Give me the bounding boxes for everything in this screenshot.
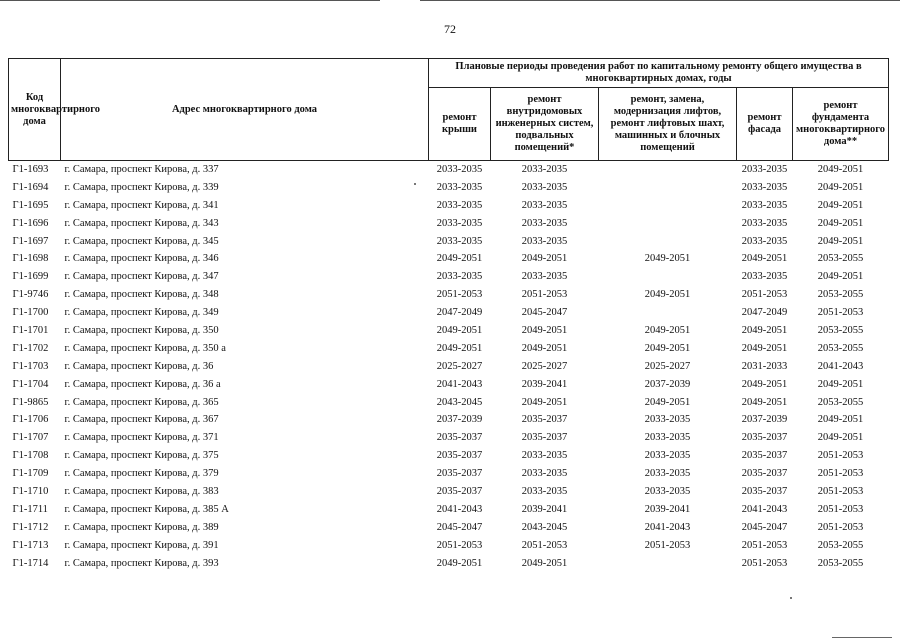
cell-address: г. Самара, проспект Кирова, д. 337	[64, 163, 219, 175]
cell-lifts: 2033-2035	[644, 450, 691, 462]
bottom-rule	[832, 637, 892, 638]
cell-roof: 2049-2051	[436, 342, 483, 354]
cell-foundation: 2053-2055	[817, 396, 864, 408]
cell-address: г. Самара, проспект Кирова, д. 341	[64, 199, 219, 211]
cell-facade: 2037-2039	[741, 414, 788, 426]
table-row	[9, 179, 889, 197]
cell-roof: 2049-2051	[436, 253, 483, 265]
cell-roof: 2049-2051	[436, 557, 483, 569]
cell-systems: 2033-2035	[521, 450, 568, 462]
cell-roof: 2035-2037	[436, 450, 483, 462]
cell-lifts: 2049-2051	[644, 253, 691, 265]
scan-speck	[414, 183, 416, 185]
cell-foundation: 2051-2053	[817, 503, 864, 515]
cell-lifts	[599, 161, 737, 179]
cell-lifts: 2049-2051	[644, 342, 691, 354]
cell-facade: 2033-2035	[741, 217, 788, 229]
cell-roof: 2043-2045	[436, 396, 483, 408]
cell-code: Г1-1694	[12, 181, 49, 193]
cell-code: Г1-1698	[12, 253, 49, 265]
cell-code: Г1-1703	[12, 360, 49, 372]
cell-foundation: 2049-2051	[817, 432, 864, 444]
table-row	[9, 555, 889, 573]
cell-foundation: 2041-2043	[817, 360, 864, 372]
cell-roof: 2033-2035	[436, 199, 483, 211]
header-roof: ремонт крыши	[429, 88, 491, 161]
header-facade: ремонт фасада	[737, 88, 793, 161]
cell-systems: 2049-2051	[521, 342, 568, 354]
cell-foundation: 2051-2053	[817, 307, 864, 319]
cell-code: Г1-1714	[12, 557, 49, 569]
table-row	[9, 483, 889, 501]
cell-lifts: 2037-2039	[644, 378, 691, 390]
cell-address: г. Самара, проспект Кирова, д. 343	[64, 217, 219, 229]
cell-systems: 2033-2035	[521, 217, 568, 229]
cell-address: г. Самара, проспект Кирова, д. 375	[64, 450, 219, 462]
cell-systems: 2049-2051	[521, 253, 568, 265]
cell-facade: 2033-2035	[741, 163, 788, 175]
cell-foundation: 2049-2051	[817, 271, 864, 283]
cell-code: Г1-1708	[12, 450, 49, 462]
table-row	[9, 537, 889, 555]
cell-systems: 2033-2035	[521, 485, 568, 497]
cell-address: г. Самара, проспект Кирова, д. 349	[64, 307, 219, 319]
cell-systems: 2033-2035	[521, 235, 568, 247]
cell-code: Г1-1709	[12, 468, 49, 480]
cell-systems: 2035-2037	[521, 432, 568, 444]
cell-code: Г1-1713	[12, 539, 49, 551]
cell-address: г. Самара, проспект Кирова, д. 350	[64, 324, 219, 336]
cell-foundation: 2051-2053	[817, 450, 864, 462]
cell-systems: 2033-2035	[521, 199, 568, 211]
table-row	[9, 304, 889, 322]
table-row	[9, 268, 889, 286]
cell-code: Г1-1693	[12, 163, 49, 175]
cell-lifts	[599, 215, 737, 233]
page-number: 72	[444, 22, 456, 36]
table-row	[9, 340, 889, 358]
top-rule-left	[0, 0, 380, 1]
cell-systems: 2035-2037	[521, 414, 568, 426]
cell-code: Г1-1704	[12, 378, 49, 390]
cell-lifts: 2049-2051	[644, 289, 691, 301]
cell-systems: 2025-2027	[521, 360, 568, 372]
table-row	[9, 250, 889, 268]
cell-roof: 2047-2049	[436, 307, 483, 319]
cell-facade: 2035-2037	[741, 432, 788, 444]
cell-roof: 2033-2035	[436, 163, 483, 175]
cell-systems: 2049-2051	[521, 557, 568, 569]
cell-facade: 2045-2047	[741, 521, 788, 533]
cell-code: Г1-1702	[12, 342, 49, 354]
cell-roof: 2035-2037	[436, 485, 483, 497]
cell-foundation: 2049-2051	[817, 181, 864, 193]
cell-address: г. Самара, проспект Кирова, д. 36	[64, 360, 214, 372]
table-row	[9, 322, 889, 340]
cell-roof: 2049-2051	[436, 324, 483, 336]
cell-foundation: 2049-2051	[817, 378, 864, 390]
cell-systems: 2039-2041	[521, 503, 568, 515]
cell-lifts	[599, 233, 737, 251]
cell-code: Г1-1712	[12, 521, 49, 533]
cell-systems: 2049-2051	[521, 324, 568, 336]
cell-address: г. Самара, проспект Кирова, д. 391	[64, 539, 219, 551]
cell-code: Г1-9865	[12, 396, 49, 408]
cell-lifts: 2033-2035	[644, 432, 691, 444]
cell-facade: 2049-2051	[741, 324, 788, 336]
table-row	[9, 501, 889, 519]
cell-facade: 2041-2043	[741, 503, 788, 515]
table-row	[9, 465, 889, 483]
cell-roof: 2033-2035	[436, 271, 483, 283]
cell-facade: 2051-2053	[741, 289, 788, 301]
cell-facade: 2049-2051	[741, 253, 788, 265]
cell-systems: 2045-2047	[521, 307, 568, 319]
cell-facade: 2047-2049	[741, 307, 788, 319]
cell-roof: 2033-2035	[436, 235, 483, 247]
table-row	[9, 519, 889, 537]
table-row	[9, 161, 889, 179]
cell-address: г. Самара, проспект Кирова, д. 345	[64, 235, 219, 247]
cell-systems: 2049-2051	[521, 396, 568, 408]
table-row	[9, 197, 889, 215]
table-row	[9, 286, 889, 304]
cell-facade: 2051-2053	[741, 539, 788, 551]
cell-code: Г1-1699	[12, 271, 49, 283]
cell-systems: 2043-2045	[521, 521, 568, 533]
cell-lifts: 2033-2035	[644, 485, 691, 497]
cell-address: г. Самара, проспект Кирова, д. 346	[64, 253, 219, 265]
table-row	[9, 411, 889, 429]
table-row	[9, 447, 889, 465]
cell-systems: 2039-2041	[521, 378, 568, 390]
cell-code: Г1-1695	[12, 199, 49, 211]
cell-address: г. Самара, проспект Кирова, д. 389	[64, 521, 219, 533]
header-systems: ремонт внутридомовых инженерных систем, подвальных помещений*	[491, 88, 599, 161]
cell-address: г. Самара, проспект Кирова, д. 367	[64, 414, 219, 426]
cell-foundation: 2053-2055	[817, 289, 864, 301]
repair-schedule-table	[8, 58, 889, 572]
cell-facade: 2035-2037	[741, 450, 788, 462]
scan-speck	[790, 597, 792, 599]
cell-foundation: 2053-2055	[817, 557, 864, 569]
cell-roof: 2051-2053	[436, 289, 483, 301]
cell-code: Г1-1710	[12, 485, 49, 497]
cell-lifts	[599, 555, 737, 573]
table-row	[9, 429, 889, 447]
cell-foundation: 2053-2055	[817, 324, 864, 336]
cell-foundation: 2051-2053	[817, 521, 864, 533]
cell-roof: 2037-2039	[436, 414, 483, 426]
cell-facade: 2049-2051	[741, 378, 788, 390]
cell-foundation: 2049-2051	[817, 414, 864, 426]
cell-foundation: 2049-2051	[817, 217, 864, 229]
cell-roof: 2035-2037	[436, 432, 483, 444]
cell-roof: 2051-2053	[436, 539, 483, 551]
cell-code: Г1-1700	[12, 307, 49, 319]
cell-roof: 2045-2047	[436, 521, 483, 533]
table-row	[9, 233, 889, 251]
cell-address: г. Самара, проспект Кирова, д. 379	[64, 468, 219, 480]
cell-address: г. Самара, проспект Кирова, д. 350 а	[64, 342, 226, 354]
cell-lifts: 2049-2051	[644, 324, 691, 336]
cell-facade: 2033-2035	[741, 181, 788, 193]
cell-address: г. Самара, проспект Кирова, д. 339	[64, 181, 219, 193]
cell-systems: 2051-2053	[521, 539, 568, 551]
cell-foundation: 2053-2055	[817, 342, 864, 354]
cell-roof: 2035-2037	[436, 468, 483, 480]
cell-lifts: 2039-2041	[644, 503, 691, 515]
cell-code: Г1-1706	[12, 414, 49, 426]
cell-facade: 2049-2051	[741, 342, 788, 354]
table-row	[9, 215, 889, 233]
cell-lifts: 2041-2043	[644, 521, 691, 533]
cell-roof: 2033-2035	[436, 181, 483, 193]
header-foundation: ремонт фундамента многоквартирного дома**	[793, 88, 889, 161]
cell-systems: 2033-2035	[521, 181, 568, 193]
cell-facade: 2033-2035	[741, 235, 788, 247]
cell-address: г. Самара, проспект Кирова, д. 371	[64, 432, 219, 444]
cell-lifts: 2033-2035	[644, 414, 691, 426]
cell-address: г. Самара, проспект Кирова, д. 348	[64, 289, 219, 301]
cell-code: Г1-1701	[12, 324, 49, 336]
cell-roof: 2041-2043	[436, 503, 483, 515]
cell-systems: 2033-2035	[521, 163, 568, 175]
cell-address: г. Самара, проспект Кирова, д. 385 А	[64, 503, 229, 515]
cell-foundation: 2053-2055	[817, 539, 864, 551]
cell-roof: 2041-2043	[436, 378, 483, 390]
cell-facade: 2035-2037	[741, 468, 788, 480]
cell-roof: 2025-2027	[436, 360, 483, 372]
cell-foundation: 2053-2055	[817, 253, 864, 265]
cell-foundation: 2051-2053	[817, 468, 864, 480]
cell-lifts	[599, 179, 737, 197]
table-body	[9, 161, 889, 573]
cell-lifts: 2051-2053	[644, 539, 691, 551]
cell-systems: 2033-2035	[521, 468, 568, 480]
cell-code: Г1-1697	[12, 235, 49, 247]
cell-address: г. Самара, проспект Кирова, д. 347	[64, 271, 219, 283]
cell-foundation: 2051-2053	[817, 485, 864, 497]
cell-address: г. Самара, проспект Кирова, д. 383	[64, 485, 219, 497]
top-rule-right	[420, 0, 900, 1]
cell-facade: 2033-2035	[741, 271, 788, 283]
cell-facade: 2033-2035	[741, 199, 788, 211]
cell-systems: 2051-2053	[521, 289, 568, 301]
cell-facade: 2049-2051	[741, 396, 788, 408]
cell-roof: 2033-2035	[436, 217, 483, 229]
cell-code: Г1-1711	[12, 503, 48, 515]
cell-address: г. Самара, проспект Кирова, д. 365	[64, 396, 219, 408]
cell-lifts	[599, 304, 737, 322]
cell-foundation: 2049-2051	[817, 235, 864, 247]
cell-facade: 2051-2053	[741, 557, 788, 569]
cell-code: Г1-9746	[12, 289, 49, 301]
header-address: Адрес многоквартирного дома	[61, 59, 429, 161]
table-row	[9, 376, 889, 394]
cell-address: г. Самара, проспект Кирова, д. 36 а	[64, 378, 221, 390]
table-row	[9, 394, 889, 412]
cell-facade: 2031-2033	[741, 360, 788, 372]
cell-code: Г1-1696	[12, 217, 49, 229]
header-periods: Плановые периоды проведения работ по капитальному ремонту общего имущества в многоквартирных домах, годы	[429, 59, 889, 88]
cell-lifts: 2025-2027	[644, 360, 691, 372]
cell-address: г. Самара, проспект Кирова, д. 393	[64, 557, 219, 569]
cell-foundation: 2049-2051	[817, 199, 864, 211]
cell-facade: 2035-2037	[741, 485, 788, 497]
header-code: Код многоквартирного дома	[9, 59, 61, 161]
table-row	[9, 358, 889, 376]
cell-code: Г1-1707	[12, 432, 49, 444]
cell-lifts: 2049-2051	[644, 396, 691, 408]
cell-systems: 2033-2035	[521, 271, 568, 283]
cell-lifts	[599, 268, 737, 286]
header-row-top	[9, 59, 889, 88]
cell-lifts: 2033-2035	[644, 468, 691, 480]
cell-lifts	[599, 197, 737, 215]
cell-foundation: 2049-2051	[817, 163, 864, 175]
header-lifts: ремонт, замена, модернизация лифтов, ремонт лифтовых шахт, машинных и блочных помещений	[599, 88, 737, 161]
